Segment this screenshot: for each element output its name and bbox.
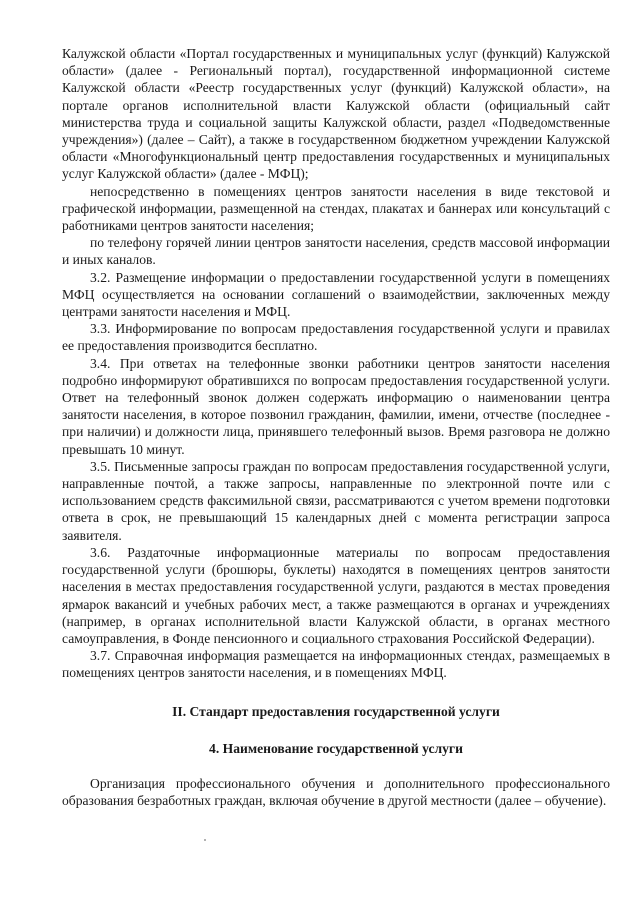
paragraph-3-5: 3.5. Письменные запросы граждан по вопросам предоставления государственной услуги, направленные почтой, а также запросы, направленные по электронной почте или с использованием средств факсимильной связи, рассматриваются с учетом времени подготовки ответа в срок, не превышающий 15 календарных дней с момента регистрации запроса заявителя.	[62, 458, 610, 543]
paragraph-info-channels: Калужской области «Портал государственных и муниципальных услуг (функций) Калужской области» (далее - Региональный портал), государственной информационной системе Калужской области «Реестр государственных услуг (функций) Калужской области», на портале органов исполнительной власти Калужской области (официальный сайт министерства труда и социальной защиты Калужской области, раздел «Подведомственные учреждения») (далее – Сайт), а также в государственном бюджетном учреждении Калужской области «Многофункциональный центр предоставления государственных и муниципальных услуг Калужской области» (далее - МФЦ);	[62, 46, 610, 182]
paragraph-premises: непосредственно в помещениях центров занятости населения в виде текстовой и графической информации, размещенной на стендах, плакатах и баннерах или консультаций с работниками центров занятости населения;	[62, 183, 610, 234]
paragraph-3-7: 3.7. Справочная информация размещается на информационных стендах, размещаемых в помещениях центров занятости населения, и в помещениях МФЦ.	[62, 648, 610, 681]
paragraph-service-name: Организация профессионального обучения и дополнительного профессионального образования безработных граждан, включая обучение в другой местности (далее – обучение).	[62, 775, 610, 809]
paragraph-3-6: 3.6. Раздаточные информационные материалы по вопросам предоставления государственной услуги (брошюры, буклеты) находятся в помещениях центров занятости населения в местах предоставления государственной услуги, раздаются в местах проведения ярмарок вакансий и учебных рабочих мест, а также размещаются в органах и учреждениях (например, в органах исполнительной власти Калужской области, в органах местного самоуправления, в Фонде пенсионного и социального страхования Российской Федерации).	[62, 544, 610, 646]
document-body	[62, 45, 610, 809]
paragraph-3-3: 3.3. Информирование по вопросам предоставления государственной услуги и правилах ее предоставления производится бесплатно.	[62, 321, 610, 354]
section-heading: II. Стандарт предоставления государственной услуги	[172, 703, 500, 719]
paragraph-3-4: 3.4. При ответах на телефонные звонки работники центров занятости населения подробно информируют обратившихся по вопросам предоставления государственной услуги. Ответ на телефонный звонок должен содержать информацию о наименовании центра занятости населения, в которое позвонил гражданин, фамилии, имени, отчестве (последнее - при наличии) и должности лица, принявшего телефонный вызов. Время разговора не должно превышать 10 минут.	[62, 355, 610, 457]
subsection-heading: 4. Наименование государственной услуги	[209, 740, 463, 756]
paragraph-hotline: по телефону горячей линии центров занятости населения, средств массовой информации и иных каналов.	[62, 235, 610, 268]
paragraph-3-2: 3.2. Размещение информации о предоставлении государственной услуги в помещениях МФЦ осуществляется на основании соглашений о взаимодействии, заключенных между центрами занятости населения и МФЦ.	[62, 269, 610, 320]
scan-speck	[204, 839, 206, 841]
